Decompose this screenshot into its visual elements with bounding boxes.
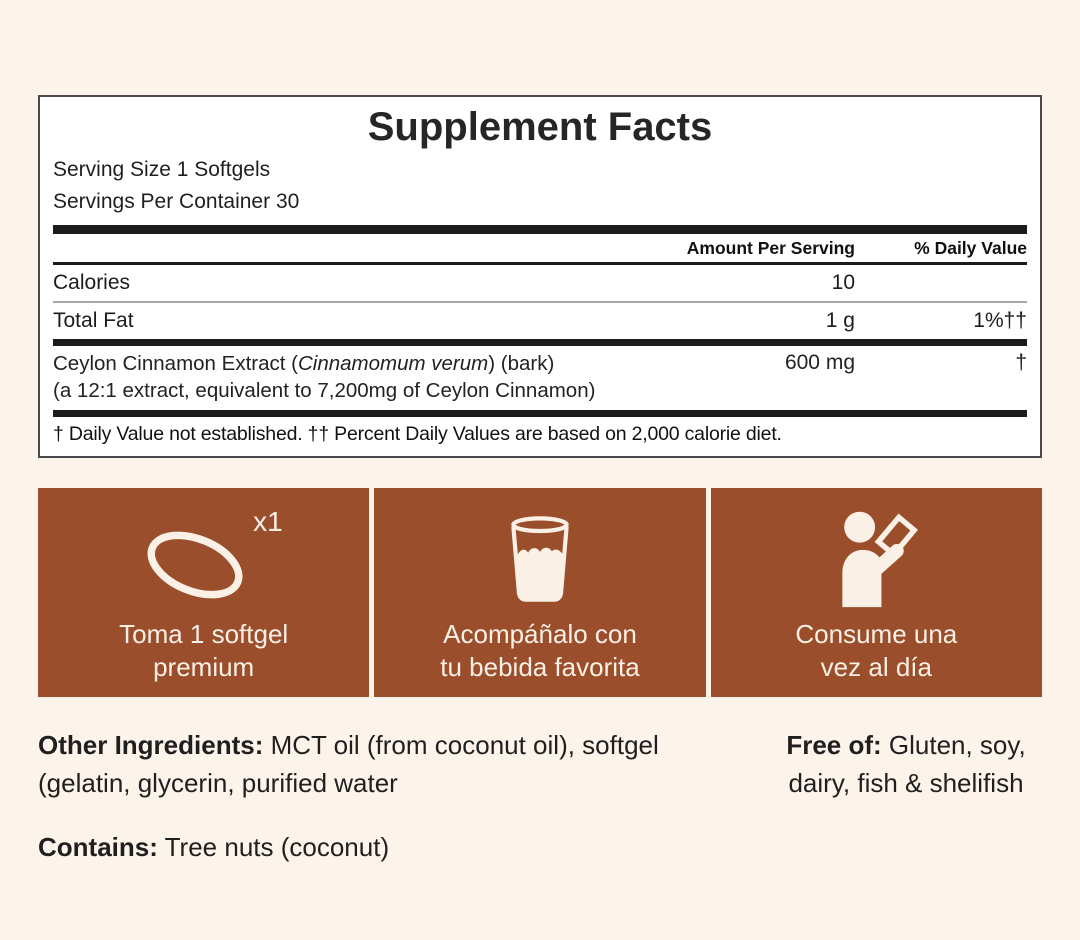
- row-total-fat: [53, 303, 1027, 339]
- ceylon-equivalence-note: (a 12:1 extract, equivalent to 7,200mg of Ceylon Cinnamon): [53, 379, 596, 402]
- free-of-label: Free of:: [786, 730, 882, 760]
- ceylon-extract-dv: †: [1015, 351, 1027, 374]
- usage-card-softgel: [38, 488, 369, 697]
- other-ingredients-label: Other Ingredients:: [38, 730, 264, 760]
- other-ingredients-text: [38, 726, 688, 802]
- card-caption: [795, 618, 957, 684]
- free-of-value: Gluten, soy, dairy, fish & shelifish: [788, 730, 1026, 798]
- total-fat-dv: 1%††: [973, 309, 1027, 332]
- card-caption-line1: Toma 1 softgel: [119, 619, 289, 649]
- ceylon-name-pre: Ceylon Cinnamon Extract (: [53, 352, 298, 375]
- glass-icon: [455, 506, 625, 612]
- usage-card-daily: [711, 488, 1042, 697]
- card-caption-line2: vez al día: [820, 652, 932, 682]
- ceylon-extract-amount: 600 mg: [784, 351, 855, 374]
- card-caption-line1: Consume una: [795, 619, 958, 649]
- facts-header-row: [53, 234, 1027, 262]
- card-caption-line2: premium: [153, 652, 255, 682]
- divider-thick: [53, 410, 1027, 417]
- row-calories: [53, 265, 1027, 301]
- usage-cards-row: [38, 488, 1042, 697]
- serving-size: Serving Size 1 Softgels: [53, 158, 271, 181]
- servings-per-container: Servings Per Container 30: [53, 190, 300, 213]
- ceylon-name-post: ) (bark): [488, 352, 555, 375]
- person-drinking-icon: [791, 506, 961, 612]
- total-fat-amount: 1 g: [825, 309, 855, 332]
- free-of-text: [768, 726, 1044, 802]
- calories-amount: 10: [831, 271, 855, 294]
- supplement-facts-title: Supplement Facts: [367, 105, 713, 149]
- column-header-amount: Amount Per Serving: [686, 237, 855, 258]
- column-header-daily-value: % Daily Value: [914, 237, 1027, 258]
- other-ingredients-value: MCT oil (from coconut oil), softgel (gelatin, glycerin, purified water: [38, 730, 659, 798]
- ceylon-name-species: Cinnamomum verum: [297, 352, 489, 375]
- total-fat-label: Total Fat: [53, 309, 134, 332]
- card-caption: [440, 618, 639, 684]
- softgel-count-badge: x1: [253, 506, 283, 537]
- contains-value: Tree nuts (coconut): [157, 832, 390, 862]
- divider-thick: [53, 339, 1027, 346]
- contains-text: [38, 828, 688, 866]
- softgel-icon: [119, 506, 289, 612]
- card-caption-line2: tu bebida favorita: [440, 652, 640, 682]
- usage-card-beverage: [374, 488, 705, 697]
- ceylon-extract-label: [53, 350, 665, 404]
- supplement-facts-panel: [38, 95, 1042, 458]
- card-caption-line1: Acompáñalo con: [443, 619, 637, 649]
- card-caption: [119, 618, 288, 684]
- daily-value-footnote: † Daily Value not established. †† Percent Daily Values are based on 2,000 calorie diet.: [53, 423, 782, 445]
- contains-label: Contains:: [38, 832, 158, 862]
- divider-thick: [53, 225, 1027, 234]
- row-ceylon-extract: [53, 346, 1027, 410]
- calories-label: Calories: [53, 271, 131, 294]
